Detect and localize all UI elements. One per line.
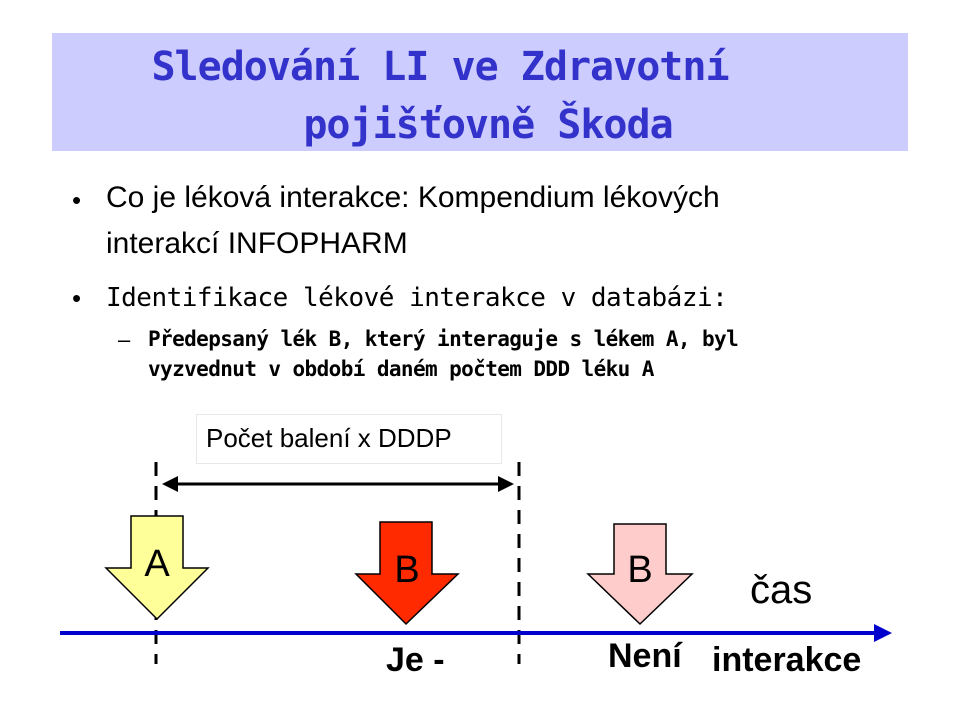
interval-label: Počet balení x DDDP <box>206 423 452 453</box>
interval-arrow-right-head <box>498 476 514 492</box>
bullet-1-line-2: interakcí INFOPHARM <box>106 227 408 260</box>
arrow-b1-label: B <box>394 549 420 591</box>
label-neni: Není <box>608 637 682 675</box>
interval-arrow-left-head <box>162 476 178 492</box>
sub-bullet-dash: – <box>118 327 131 352</box>
sub-bullet-line-1: Předepsaný lék B, který interaguje s lékem A, byl <box>148 327 739 351</box>
label-interakce: interakce <box>712 641 862 679</box>
time-axis-head <box>874 624 892 642</box>
label-je: Je - <box>386 641 445 679</box>
bullet-1-line-1: Co je léková interakce: Kompendium lékových <box>106 181 720 214</box>
bullet-dot-2: • <box>72 283 82 313</box>
arrow-a-label: A <box>144 543 170 585</box>
bullet-2-line-1: Identifikace lékové interakce v databázi: <box>106 283 728 313</box>
title-line-2: pojišťovně Škoda <box>303 102 673 148</box>
bullet-dot-1: • <box>72 185 82 215</box>
time-label: čas <box>750 568 813 612</box>
arrow-b2-label: B <box>627 549 653 591</box>
title-line-1: Sledování LI ve Zdravotní <box>151 44 729 90</box>
sub-bullet-line-2: vyzvednut v období daném počtem DDD léku A <box>148 357 654 381</box>
